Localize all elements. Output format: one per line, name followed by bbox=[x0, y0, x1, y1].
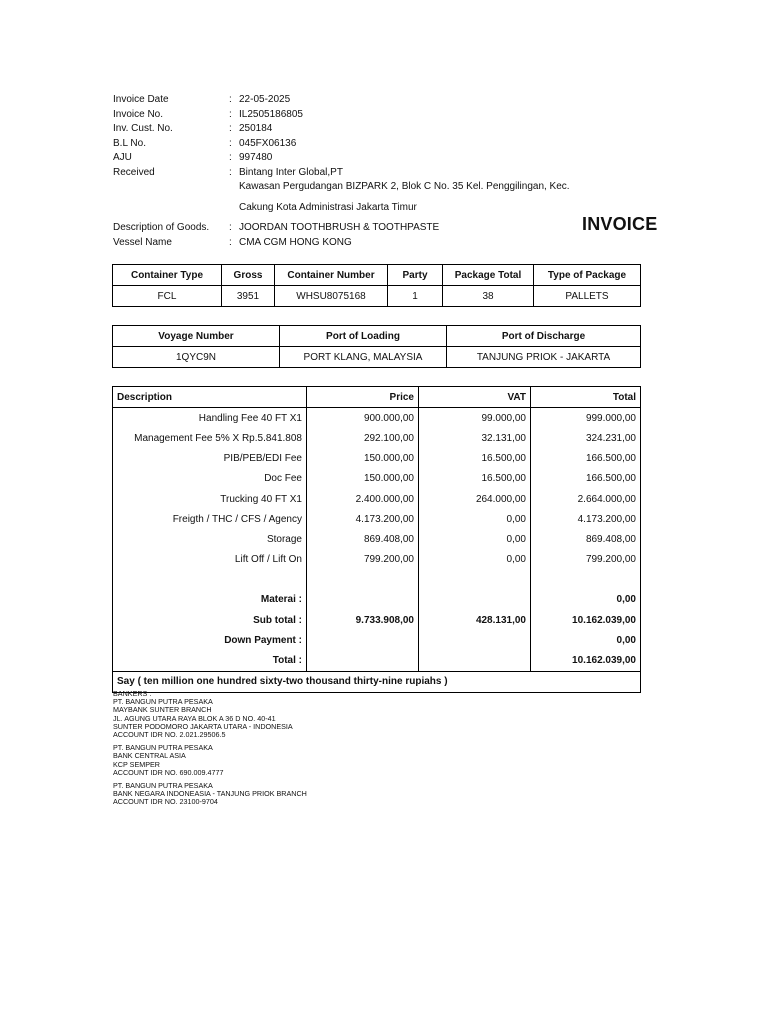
charge-vat: 32.131,00 bbox=[419, 428, 531, 448]
goods-row bbox=[113, 221, 613, 236]
charge-price: 292.100,00 bbox=[307, 428, 419, 448]
charge-vat: 99.000,00 bbox=[419, 408, 531, 429]
separator: : bbox=[229, 166, 232, 178]
header-description: Description bbox=[113, 387, 307, 408]
cell-voyage-number: 1QYC9N bbox=[113, 347, 280, 368]
blank-row bbox=[113, 570, 641, 590]
invoice-date-label: Invoice Date bbox=[113, 94, 169, 105]
materai-label: Materai : bbox=[113, 590, 307, 610]
charge-vat: 0,00 bbox=[419, 509, 531, 529]
charge-row bbox=[113, 550, 641, 570]
bank-line: PT. BANGUN PUTRA PESAKA bbox=[113, 697, 213, 707]
separator: : bbox=[229, 152, 232, 163]
cell-container-type: FCL bbox=[113, 286, 222, 307]
charge-row bbox=[113, 489, 641, 509]
bl-no-row bbox=[113, 137, 613, 152]
invoice-no-label: Invoice No. bbox=[113, 108, 164, 120]
charge-description: Lift Off / Lift On bbox=[113, 550, 307, 570]
separator: : bbox=[229, 94, 232, 105]
grand-total-label: Total : bbox=[113, 650, 307, 671]
header-gross: Gross bbox=[222, 265, 275, 286]
header-port-of-discharge: Port of Discharge bbox=[447, 326, 641, 347]
vessel-row bbox=[113, 236, 613, 251]
bankers-info bbox=[113, 690, 307, 812]
cell-gross: 3951 bbox=[222, 286, 275, 307]
charge-total: 799.200,00 bbox=[531, 550, 641, 570]
document-title: INVOICE bbox=[582, 214, 658, 234]
charge-price: 2.400.000,00 bbox=[307, 489, 419, 509]
bank-block-bni bbox=[113, 782, 307, 807]
cell-package-total: 38 bbox=[443, 286, 534, 307]
aju-row bbox=[113, 151, 613, 166]
amount-in-words: Say ( ten million one hundred sixty-two thousand thirty-nine rupiahs ) bbox=[113, 671, 641, 692]
received-address-line-1: Kawasan Pergudangan BIZPARK 2, Blok C No. 35 Kel. Penggilingan, Kec. bbox=[239, 181, 570, 192]
aju-value: 997480 bbox=[239, 152, 273, 163]
separator: : bbox=[229, 222, 232, 233]
invoice-no-row bbox=[113, 108, 613, 123]
charge-price: 4.173.200,00 bbox=[307, 509, 419, 529]
header-vat: VAT bbox=[419, 387, 531, 408]
bl-no-label: B.L No. bbox=[113, 137, 146, 149]
charge-total: 166.500,00 bbox=[531, 469, 641, 489]
amount-in-words-row bbox=[113, 671, 641, 692]
bank-line: ACCOUNT IDR NO. 690.009.4777 bbox=[113, 767, 224, 777]
materai-row bbox=[113, 590, 641, 610]
subtotal-vat: 428.131,00 bbox=[419, 610, 531, 630]
bank-line: ACCOUNT IDR NO. 2.021.29506.5 bbox=[113, 730, 226, 740]
received-row bbox=[113, 166, 613, 181]
charge-total: 4.173.200,00 bbox=[531, 509, 641, 529]
subtotal-price: 9.733.908,00 bbox=[307, 610, 419, 630]
header-container-type: Container Type bbox=[113, 265, 222, 286]
charge-row bbox=[113, 509, 641, 529]
charge-vat: 0,00 bbox=[419, 550, 531, 570]
charge-description: Handling Fee 40 FT X1 bbox=[113, 408, 307, 429]
bank-line: ACCOUNT IDR NO. 23100-9704 bbox=[113, 797, 218, 807]
inv-cust-no-label: Inv. Cust. No. bbox=[113, 123, 173, 134]
charge-description: Storage bbox=[113, 529, 307, 549]
header-type-of-package: Type of Package bbox=[534, 265, 641, 286]
bank-line: BANK CENTRAL ASIA bbox=[113, 751, 186, 761]
container-table bbox=[112, 264, 641, 307]
vessel-value: CMA CGM HONG KONG bbox=[239, 236, 352, 248]
invoice-date-value: 22-05-2025 bbox=[239, 94, 291, 105]
bankers-heading: BANKERS : bbox=[113, 689, 152, 698]
down-payment-total: 0,00 bbox=[531, 630, 641, 650]
cell-container-number: WHSU8075168 bbox=[275, 286, 388, 307]
cell-type-of-package: PALLETS bbox=[534, 286, 641, 307]
voyage-table bbox=[112, 325, 641, 368]
header-voyage-number: Voyage Number bbox=[113, 326, 280, 347]
bank-line: MAYBANK SUNTER BRANCH bbox=[113, 705, 212, 715]
cell-port-of-discharge: TANJUNG PRIOK - JAKARTA bbox=[447, 347, 641, 368]
invoice-info bbox=[113, 93, 613, 250]
bank-line: SUNTER PODOMORO JAKARTA UTARA - INDONESIA bbox=[113, 721, 293, 731]
grand-total-row bbox=[113, 650, 641, 671]
voyage-table-row bbox=[113, 347, 641, 368]
bl-no-value: 045FX06136 bbox=[239, 137, 297, 149]
charge-row bbox=[113, 408, 641, 429]
inv-cust-no-value: 250184 bbox=[239, 123, 273, 134]
received-label: Received bbox=[113, 166, 155, 178]
grand-total-value: 10.162.039,00 bbox=[531, 650, 641, 671]
cell-party: 1 bbox=[388, 286, 443, 307]
goods-label: Description of Goods. bbox=[113, 222, 210, 233]
charge-row bbox=[113, 529, 641, 549]
header-price: Price bbox=[307, 387, 419, 408]
subtotal-row bbox=[113, 610, 641, 630]
charge-row bbox=[113, 449, 641, 469]
separator: : bbox=[229, 236, 232, 248]
charge-description: Management Fee 5% X Rp.5.841.808 bbox=[113, 428, 307, 448]
bank-line: BANK NEGARA INDONEASIA - TANJUNG PRIOK BRANCH bbox=[113, 789, 307, 799]
charge-total: 324.231,00 bbox=[531, 428, 641, 448]
charge-total: 2.664.000,00 bbox=[531, 489, 641, 509]
charge-price: 150.000,00 bbox=[307, 449, 419, 469]
aju-label: AJU bbox=[113, 152, 132, 163]
received-value: Bintang Inter Global,PT bbox=[239, 166, 343, 178]
bank-block-bca bbox=[113, 744, 307, 777]
subtotal-total: 10.162.039,00 bbox=[531, 610, 641, 630]
invoice-no-value: IL2505186805 bbox=[239, 108, 303, 120]
charges-table-header bbox=[113, 387, 641, 408]
bank-line: KCP SEMPER bbox=[113, 759, 160, 769]
cell-port-of-loading: PORT KLANG, MALAYSIA bbox=[280, 347, 447, 368]
goods-value: JOORDAN TOOTHBRUSH & TOOTHPASTE bbox=[239, 222, 440, 233]
separator: : bbox=[229, 108, 232, 120]
bank-block-maybank bbox=[113, 690, 307, 739]
charge-description: Trucking 40 FT X1 bbox=[113, 489, 307, 509]
charge-vat: 264.000,00 bbox=[419, 489, 531, 509]
received-address-line-2: Cakung Kota Administrasi Jakarta Timur bbox=[239, 201, 417, 213]
container-table-header bbox=[113, 265, 641, 286]
vessel-label: Vessel Name bbox=[113, 236, 172, 248]
separator: : bbox=[229, 123, 232, 134]
charge-price: 150.000,00 bbox=[307, 469, 419, 489]
charge-description: Freigth / THC / CFS / Agency bbox=[113, 509, 307, 529]
invoice-date-row bbox=[113, 93, 613, 108]
header-party: Party bbox=[388, 265, 443, 286]
down-payment-label: Down Payment : bbox=[113, 630, 307, 650]
charge-price: 869.408,00 bbox=[307, 529, 419, 549]
inv-cust-no-row bbox=[113, 122, 613, 137]
charges-table bbox=[112, 386, 641, 693]
charge-description: PIB/PEB/EDI Fee bbox=[113, 449, 307, 469]
bank-line: PT. BANGUN PUTRA PESAKA bbox=[113, 743, 213, 753]
received-address-row-1 bbox=[113, 180, 613, 195]
charge-total: 869.408,00 bbox=[531, 529, 641, 549]
separator: : bbox=[229, 137, 232, 149]
charge-total: 166.500,00 bbox=[531, 449, 641, 469]
down-payment-row bbox=[113, 630, 641, 650]
bank-line: JL. AGUNG UTARA RAYA BLOK A 36 D NO. 40-41 bbox=[113, 713, 276, 723]
header-port-of-loading: Port of Loading bbox=[280, 326, 447, 347]
header-package-total: Package Total bbox=[443, 265, 534, 286]
charge-vat: 16.500,00 bbox=[419, 449, 531, 469]
charge-vat: 16.500,00 bbox=[419, 469, 531, 489]
bank-line: PT. BANGUN PUTRA PESAKA bbox=[113, 781, 213, 791]
charge-row bbox=[113, 469, 641, 489]
materai-total: 0,00 bbox=[531, 590, 641, 610]
subtotal-label: Sub total : bbox=[113, 610, 307, 630]
received-address-row-2 bbox=[113, 201, 613, 216]
charge-price: 799.200,00 bbox=[307, 550, 419, 570]
charge-description: Doc Fee bbox=[113, 469, 307, 489]
voyage-table-header bbox=[113, 326, 641, 347]
charge-price: 900.000,00 bbox=[307, 408, 419, 429]
charge-vat: 0,00 bbox=[419, 529, 531, 549]
header-total: Total bbox=[531, 387, 641, 408]
charge-total: 999.000,00 bbox=[531, 408, 641, 429]
charge-row bbox=[113, 428, 641, 448]
container-table-row bbox=[113, 286, 641, 307]
header-container-number: Container Number bbox=[275, 265, 388, 286]
